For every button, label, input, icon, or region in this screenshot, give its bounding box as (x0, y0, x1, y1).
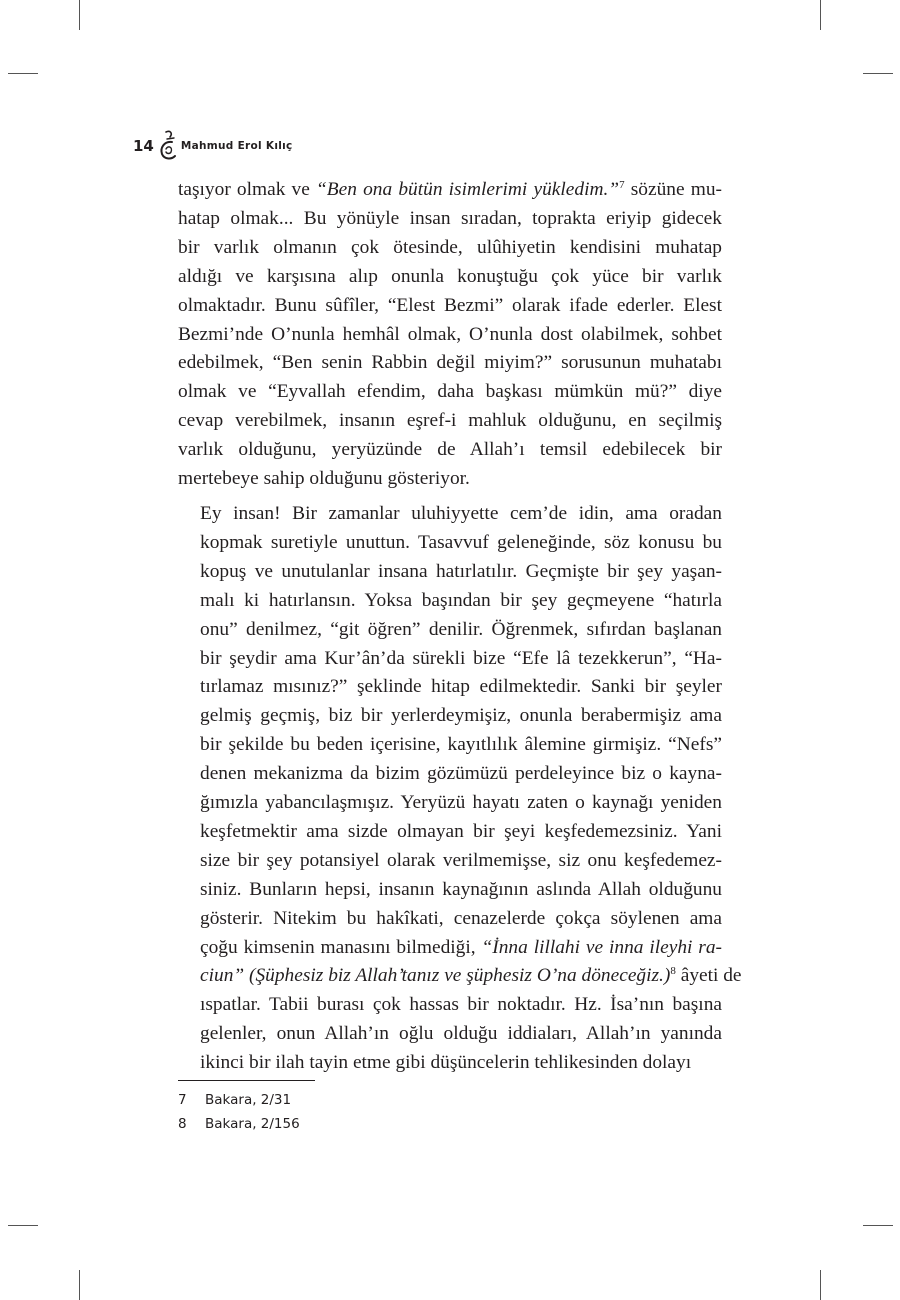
crop-mark-bottom-right (820, 1270, 821, 1300)
paragraph (178, 500, 742, 1078)
footnotes (178, 1088, 300, 1136)
text-line: ciun” (Şüphesiz biz Allah’tanız ve şüphesiz O’na döneceğiz.)$^8$ âyeti de (200, 965, 742, 987)
text-line: ğımızla yabancılaşmışız. Yeryüzü hayatı zaten o kaynağı yeniden (200, 792, 722, 814)
footnote-separator (178, 1080, 315, 1081)
italic-quote: ciun” (Şüphesiz biz Allah’tanız ve şüphesiz O’na döneceğiz.) (200, 965, 671, 987)
paragraph (178, 176, 722, 494)
text-line: kopuş ve unutulanlar insana hatırlatılır. Geçmişte bir şey yaşan- (200, 560, 722, 582)
text-line: bir şeydir ama Kur’ân’da sürekli bize “Efe lâ tezekkerun”, “Ha- (200, 647, 722, 669)
running-header (133, 128, 293, 164)
text-line: bir şekilde bu beden içerisine, kayıtlılık âlemine girmişiz. “Nefs” (200, 734, 722, 756)
text-line: gelenler, onun Allah’ın oğlu olduğu iddiaları, Allah’ın yanında (200, 1023, 722, 1045)
text-line: siniz. Bunların hepsi, insanın kaynağının aslında Allah olduğunu (200, 878, 722, 900)
body-text (178, 176, 742, 1078)
italic-quote: “İnna lillahi ve inna ileyhi ra- (481, 936, 722, 958)
text-line: keşfetmektir ama sizde olmayan bir şeyi keşfedemezsiniz. Yani (200, 820, 722, 842)
text-line: mertebeye sahip olduğunu gösteriyor. (178, 468, 470, 490)
crop-mark-top-left (79, 0, 80, 30)
footnote-text: Bakara, 2/156 (205, 1116, 300, 1132)
text-line: gelmiş geçmiş, biz bir yerlerdeymişiz, onunla berabermişiz ama (200, 705, 722, 727)
text-line: tırlamaz mısınız?” şeklinde hitap edilmektedir. Sanki bir şeyler (200, 676, 722, 698)
text-line: ıspatlar. Tabii burası çok hassas bir noktadır. Hz. İsa’nın başına (200, 994, 722, 1016)
footnote-8 (178, 1112, 300, 1136)
text-line: Bezmi’nde O’nunla hemhâl olmak, O’nunla dost olabilmek, sohbet (178, 323, 722, 345)
text-line: olmaktadır. Bunu sûfîler, “Elest Bezmi” olarak ifade ederler. Elest (178, 294, 722, 316)
crop-mark-bottom-left (79, 1270, 80, 1300)
text-line: varlık olduğunu, yeryüzünde de Allah’ı temsil edebilecek bir (178, 439, 722, 461)
footnote-text: Bakara, 2/31 (205, 1092, 292, 1108)
calligraphy-ornament-icon (157, 129, 179, 163)
crop-mark-top-right (820, 0, 821, 30)
footnote-7 (178, 1088, 300, 1112)
text-line: çoğu kimsenin manasını bilmediği, “İnna lillahi ve inna ileyhi ra- (200, 936, 722, 958)
text-line: bir varlık olmanın çok ötesinde, ulûhiyetin kendisini muhatap (178, 236, 722, 258)
text-line: malı ki hatırlansın. Yoksa başından bir şey geçmeyene “hatırla (200, 589, 722, 611)
text-line: edebilmek, “Ben senin Rabbin değil miyim?” sorusunun muhatabı (178, 352, 722, 374)
text-line: size bir şey potansiyel olarak verilmemişse, siz onu keşfedemez- (200, 849, 722, 871)
page-number: 14 (133, 137, 154, 155)
text-line: onu” denilmez, “git öğren” denilir. Öğrenmek, sıfırdan başlanan (200, 618, 722, 640)
crop-mark-left-top (8, 73, 38, 74)
footnote-ref: 8 (670, 965, 676, 978)
author-name: Mahmud Erol Kılıç (180, 140, 293, 152)
footnote-number: 8 (178, 1116, 187, 1132)
crop-mark-left-bottom (8, 1225, 38, 1226)
text-line: cevap verebilmek, insanın eşref-i mahluk olduğunu, en seçilmiş (178, 410, 722, 432)
text-line: Ey insan! Bir zamanlar uluhiyyette cem’de idin, ama oradan (200, 502, 722, 524)
crop-mark-right-top (863, 73, 893, 74)
crop-mark-right-bottom (863, 1225, 893, 1226)
text-line: kopmak suretiyle unuttun. Tasavvuf geleneğinde, söz konusu bu (200, 531, 722, 553)
text-line: denen mekanizma da bizim gözümüzü perdeleyince biz o kayna- (200, 763, 722, 785)
footnote-number: 7 (178, 1092, 187, 1108)
italic-quote: “Ben ona bütün isimlerimi yükledim.” (316, 179, 620, 200)
footnote-ref: 7 (619, 179, 625, 191)
text-line: ikinci bir ilah tayin etme gibi düşüncelerin tehlikesinden dolayı (200, 1052, 692, 1074)
text-line: taşıyor olmak ve “Ben ona bütün isimlerimi yükledim.”$^7$ sözüne mu- (178, 179, 722, 200)
text-line: hatap olmak... Bu yönüyle insan sıradan, toprakta eriyip gidecek (178, 207, 722, 229)
text-line: aldığı ve karşısına alıp onunla konuştuğu çok yüce bir varlık (178, 265, 722, 287)
text-line: gösterir. Nitekim bu hakîkati, cenazelerde çokça söylenen ama (200, 907, 722, 929)
text-line: olmak ve “Eyvallah efendim, daha başkası mümkün mü?” diye (178, 381, 722, 403)
